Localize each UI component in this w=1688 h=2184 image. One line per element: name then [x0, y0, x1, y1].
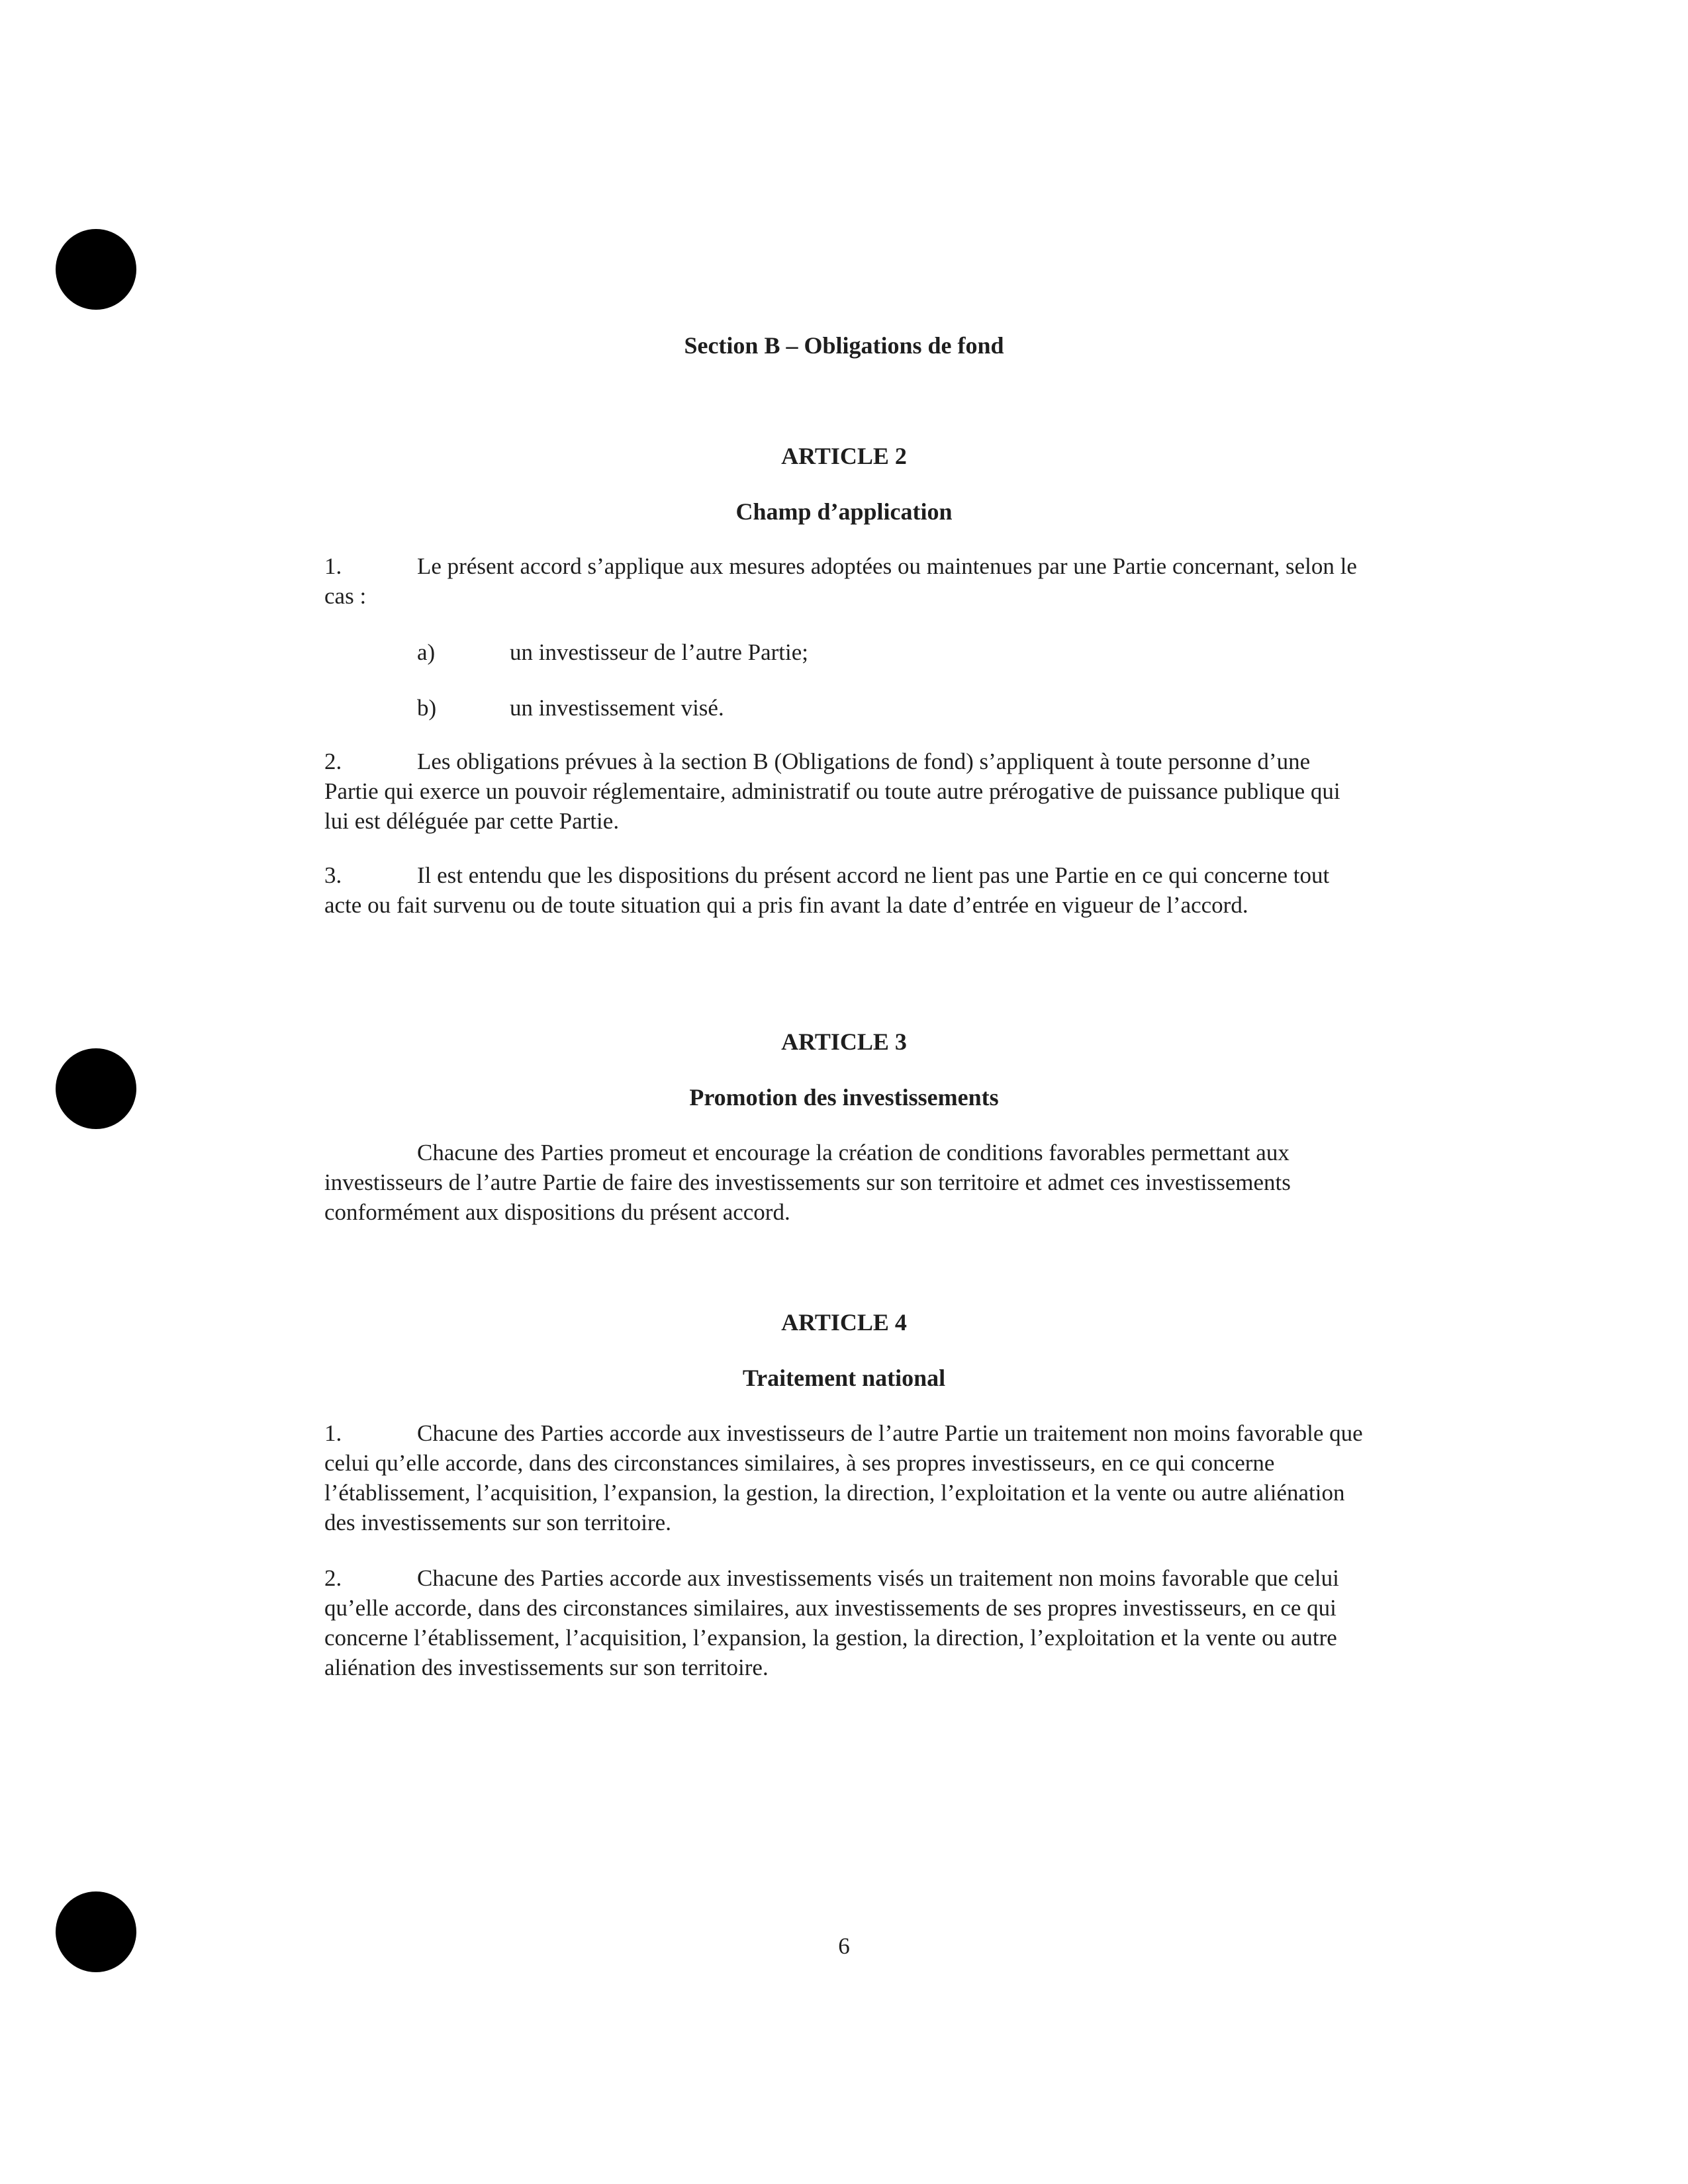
- article-4-paragraph-1: [324, 1418, 1364, 1537]
- article-2-paragraph-2: [324, 747, 1364, 836]
- binder-hole: [56, 1048, 136, 1129]
- list-item-label: a): [417, 639, 436, 665]
- paragraph-number: 1.: [324, 1420, 342, 1446]
- paragraph-number: 3.: [324, 862, 342, 888]
- paragraph-text: Chacune des Parties accorde aux investissements visés un traitement non moins favorable que celui qu’elle accorde, dans des circonstances similaires, aux investissements de ses propres investisseurs, en ce qui concerne l’établissement, l’acquisition, l’expansion, la gestion, la direction, l’exploitation et la vente ou autre aliénation des investissements sur son territoire.: [324, 1565, 1339, 1680]
- paragraph-text: Il est entendu que les dispositions du présent accord ne lient pas une Partie en ce qui concerne tout acte ou fait survenu ou de toute situation qui a pris fin avant la date d’entrée en vigueur de l’accord.: [324, 862, 1330, 918]
- article-2-heading: ARTICLE 2: [781, 443, 907, 469]
- article-2-paragraph-1: [324, 551, 1364, 611]
- paragraph-text: Chacune des Parties accorde aux investisseurs de l’autre Partie un traitement non moins favorable que celui qu’elle accorde, dans des circonstances similaires, à ses propres investisseurs, en ce qui concerne l’établissement, l’acquisition, l’expansion, la gestion, la direction, l’exploitation et la vente ou autre aliénation des investissements sur son territoire.: [324, 1420, 1363, 1535]
- binder-hole: [56, 229, 136, 310]
- article-4-paragraph-2: [324, 1563, 1364, 1682]
- list-item-text: un investisseur de l’autre Partie;: [510, 639, 808, 665]
- article-2-paragraph-3: [324, 860, 1364, 920]
- list-item: [417, 637, 1344, 667]
- list-item-text: un investissement visé.: [510, 695, 724, 721]
- article-3-title: Promotion des investissements: [689, 1084, 999, 1111]
- article-4-title: Traitement national: [742, 1365, 946, 1391]
- article-4-heading: ARTICLE 4: [781, 1309, 907, 1336]
- article-3-paragraph: Chacune des Parties promeut et encourage la création de conditions favorables permettant aux investisseurs de l’autre Partie de faire des investissements sur son territoire et admet ces investissements conformément aux dispositions du présent accord.: [324, 1140, 1291, 1225]
- page-number: 6: [838, 1933, 850, 1959]
- article-2-title: Champ d’application: [735, 498, 953, 525]
- section-title: Section B – Obligations de fond: [684, 332, 1004, 359]
- paragraph-number: 1.: [324, 553, 342, 579]
- paragraph-text: Le présent accord s’applique aux mesures adoptées ou maintenues par une Partie concernant, selon le cas :: [324, 553, 1357, 609]
- paragraph-text: Les obligations prévues à la section B (Obligations de fond) s’appliquent à toute personne d’une Partie qui exerce un pouvoir réglementaire, administratif ou toute autre prérogative de puissance publique qui lui est déléguée par cette Partie.: [324, 749, 1340, 834]
- paragraph-number: 2.: [324, 749, 342, 774]
- paragraph-number: 2.: [324, 1565, 342, 1591]
- list-item: [417, 693, 1344, 723]
- article-3-heading: ARTICLE 3: [781, 1028, 907, 1055]
- list-item-label: b): [417, 695, 437, 721]
